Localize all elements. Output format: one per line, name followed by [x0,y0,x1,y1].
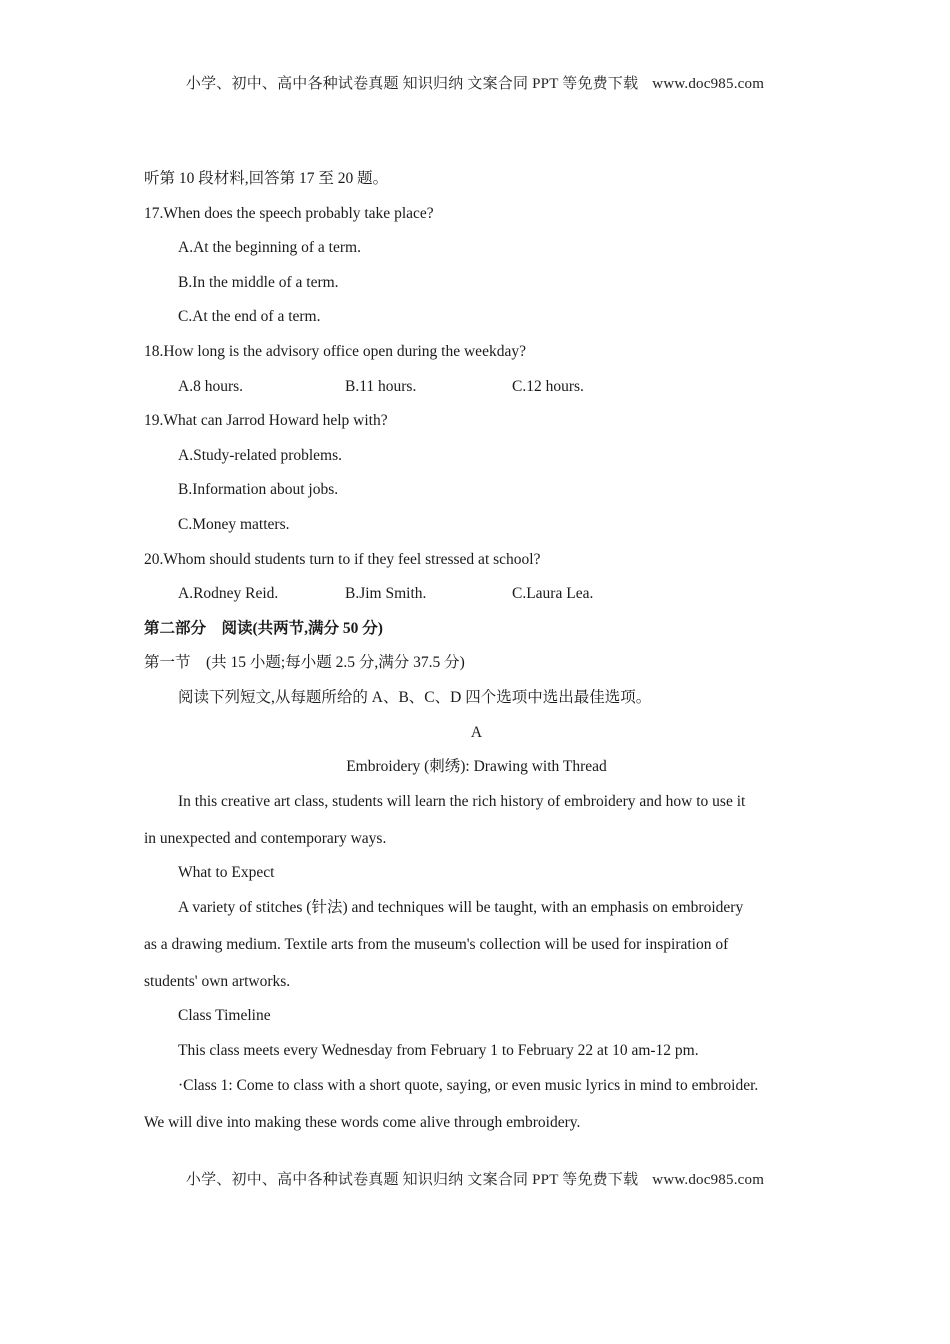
passage-letter: A [470,723,483,741]
footer-text: 小学、初中、高中各种试卷真题 知识归纳 文案合同 PPT 等免费下载 [185,1172,639,1188]
q20-option-a: A.Rodney Reid. [178,585,279,603]
q20-option-b: B.Jim Smith. [345,585,427,603]
paragraph-2-line-1: A variety of stitches (针法) and techniques will be taught, with an emphasis on embroidery [178,898,744,916]
question-18: 18.How long is the advisory office open during the weekday? [144,342,526,360]
paragraph-1-line-2: in unexpected and contemporary ways. [144,829,387,847]
question-19: 19.What can Jarrod Howard help with? [144,412,388,430]
question-17: 17.When does the speech probably take place? [144,204,434,222]
q18-option-a: A.8 hours. [178,377,244,395]
question-20: 20.Whom should students turn to if they feel stressed at school? [144,550,541,568]
q17-option-c: C.At the end of a term. [178,308,321,326]
header-site: www.doc985.com [652,76,765,92]
part-two-title: 第二部分 阅读(共两节,满分 50 分) [144,619,383,637]
listening-intro: 听第 10 段材料,回答第 17 至 20 题。 [144,170,389,187]
header-text: 小学、初中、高中各种试卷真题 知识归纳 文案合同 PPT 等免费下载 [185,76,639,92]
paragraph-2-line-3: students' own artworks. [144,972,291,990]
document-body [144,169,809,1147]
reading-instruction: 阅读下列短文,从每题所给的 A、B、C、D 四个选项中选出最佳选项。 [178,688,652,706]
q17-option-b: B.In the middle of a term. [178,273,339,291]
paragraph-4-line-1: ·Class 1: Come to class with a short quote, saying, or even music lyrics in mind to embroider. [178,1076,759,1094]
paragraph-2-line-2: as a drawing medium. Textile arts from the museum's collection will be used for inspiration of [144,935,729,953]
q20-option-c: C.Laura Lea. [512,585,594,603]
section-one-title: 第一节 (共 15 小题;每小题 2.5 分,满分 37.5 分) [144,654,465,672]
q17-option-a: A.At the beginning of a term. [178,239,361,257]
q18-option-c: C.12 hours. [512,377,584,395]
heading-what-to-expect: What to Expect [178,864,275,882]
q18-options [144,377,809,412]
page-header [0,72,950,93]
q19-option-b: B.Information about jobs. [178,481,339,499]
paragraph-4-line-2: We will dive into making these words come alive through embroidery. [144,1113,581,1131]
paragraph-3: This class meets every Wednesday from February 1 to February 22 at 10 am-12 pm. [178,1042,699,1060]
passage-title: Embroidery (刺绣): Drawing with Thread [346,758,607,776]
page-footer [0,1168,950,1189]
footer-site: www.doc985.com [652,1172,765,1188]
q20-options [144,584,809,619]
paragraph-1-line-1: In this creative art class, students will learn the rich history of embroidery and how to use it [178,792,746,810]
q19-option-c: C.Money matters. [178,515,290,533]
q19-option-a: A.Study-related problems. [178,446,343,464]
heading-class-timeline: Class Timeline [178,1007,271,1025]
q18-option-b: B.11 hours. [345,377,417,395]
